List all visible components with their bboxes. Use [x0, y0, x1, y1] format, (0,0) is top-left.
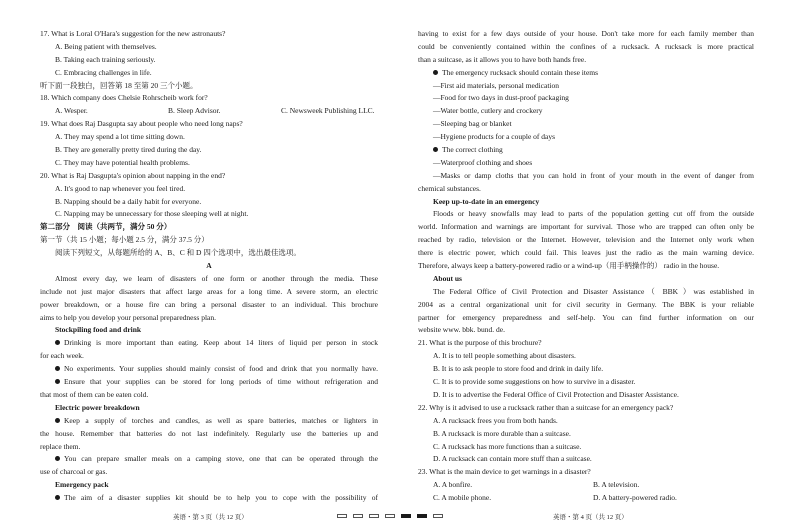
text-line [418, 105, 754, 118]
line-text: Almost every day, we learn of disasters of one form or another through the media. These [55, 273, 378, 283]
line-text: B. It is to ask people to store food and drink in daily life. [433, 364, 604, 374]
line-text: A. It is to tell people something about disasters. [433, 351, 576, 361]
line-text: —Water bottle, cutlery and crockery [433, 106, 543, 116]
text-line [40, 208, 378, 221]
line-text: —Hygiene products for a couple of days [433, 132, 556, 142]
line-text: 19. What does Raj Dasgupta say about people who need long naps? [40, 119, 243, 129]
bullet-icon [55, 379, 60, 384]
text-line [40, 131, 378, 144]
line-text: having to exist for a few days outside of your house. Don't take more for each family member than [418, 29, 754, 38]
answer-option: C. A mobile phone. [433, 493, 492, 503]
line-text: B. Napping should be a daily habit for everyone. [55, 196, 202, 206]
line-text: A. Being patient with themselves. [55, 41, 157, 51]
text-line [40, 415, 378, 428]
text-line [418, 41, 754, 54]
page-footer-left: 英语・第 3 页（共 12 页） [173, 514, 248, 521]
line-text: A [206, 261, 212, 271]
text-line [40, 54, 378, 67]
text-line [418, 234, 754, 247]
option-row [418, 479, 754, 492]
line-text: include not just major disasters that affect large areas for a long time. A severe storm, an electric [40, 286, 378, 296]
line-text: B. They are generally pretty tired during the day. [55, 145, 202, 155]
option-row [418, 492, 754, 505]
text-line [418, 144, 754, 157]
text-line [418, 376, 754, 389]
answer-option: A. A bonfire. [433, 480, 473, 490]
registration-mark [385, 514, 395, 518]
section-heading [40, 324, 378, 337]
text-line [418, 221, 754, 234]
answer-option: D. A battery-powered radio. [593, 493, 677, 503]
answer-option: C. Newsweek Publishing LLC. [281, 106, 375, 116]
text-line [40, 466, 378, 479]
line-text: 23. What is the main device to get warnings in a disaster? [418, 467, 591, 477]
text-line [40, 234, 378, 247]
text-line [40, 28, 378, 41]
answer-option: A. Wesper. [55, 106, 88, 116]
text-line [40, 273, 378, 286]
line-text: No experiments. Your supplies should mainly consist of food and drink that you normally have. [64, 364, 378, 374]
left-column [40, 28, 378, 505]
text-line [40, 312, 378, 325]
text-line [40, 80, 378, 93]
line-text: B. A rucksack is more durable than a suitcase. [433, 428, 571, 438]
registration-mark [353, 514, 363, 518]
line-text: —Sleeping bag or blanket [433, 119, 512, 129]
text-line [418, 453, 754, 466]
line-text: power breakdown, or a house fire can bring a personal disaster to an individual. This brochure [40, 299, 378, 309]
line-text: 20. What is Raj Dasgupta's opinion about napping in the end? [40, 170, 226, 180]
line-text: 第一节（共 15 小题；每小题 2.5 分，满分 37.5 分） [40, 235, 209, 245]
bullet-icon [55, 418, 60, 423]
text-line [418, 402, 754, 415]
option-row [40, 105, 378, 118]
text-line [40, 492, 378, 505]
line-text: B. Taking each training seriously. [55, 54, 156, 64]
line-text: than a suitcase, as it allows you to have both hands free. [418, 54, 587, 64]
text-line [418, 428, 754, 441]
line-text: —First aid materials, personal medication [433, 80, 560, 90]
text-line [418, 260, 754, 273]
text-line [40, 67, 378, 80]
line-text: replace them. [40, 441, 81, 451]
text-line [40, 170, 378, 183]
text-line [418, 80, 754, 93]
line-text: The emergency rucksack should contain these items [442, 67, 599, 77]
text-line [40, 157, 378, 170]
text-line [418, 208, 754, 221]
registration-mark [337, 514, 347, 518]
line-text: C. They may have potential health problems. [55, 157, 190, 167]
text-line [418, 441, 754, 454]
line-text: C. Embracing challenges in life. [55, 67, 152, 77]
line-text: Floods or heavy snowfalls may lead to parts of the population getting cut off from the outside [433, 209, 754, 219]
text-line [40, 247, 378, 260]
text-line [418, 131, 754, 144]
line-text: could be conveniently contained within the confines of a rucksack. A rucksack is more practical [418, 41, 754, 51]
line-text: website www. bbk. bund. de. [418, 325, 506, 335]
line-text: 2004 as a central organizational unit for civil security in Germany. The BBK is your reliable [418, 299, 754, 309]
page-footer-right: 英语・第 4 页（共 12 页） [553, 514, 628, 521]
text-line [40, 389, 378, 402]
answer-option: B. Sleep Advisor. [168, 106, 221, 116]
text-line [40, 428, 378, 441]
text-line [418, 286, 754, 299]
line-text: reached by radio, television or the Internet. However, television and the Internet only work when [418, 235, 754, 245]
text-line [40, 41, 378, 54]
text-line [418, 118, 754, 131]
text-line [418, 337, 754, 350]
text-line [418, 312, 754, 325]
line-text: aims to help you develop your personal preparedness plan. [40, 312, 216, 322]
line-text: 17. What is Loral O'Hara's suggestion for the new astronauts? [40, 29, 226, 38]
text-line [418, 324, 754, 337]
line-text: the house. Remember that batteries do not last indefinitely. Regularly use the batteries up and [40, 428, 378, 438]
line-text: 21. What is the purpose of this brochure? [418, 338, 542, 348]
line-text: for each week. [40, 351, 84, 361]
bullet-icon [433, 147, 438, 152]
line-text: C. A rucksack has more functions than a suitcase. [433, 441, 582, 451]
text-line [418, 170, 754, 183]
line-text: —Waterproof clothing and shoes [433, 157, 533, 167]
text-line [40, 441, 378, 454]
text-line [40, 453, 378, 466]
line-text: chemical substances. [418, 183, 481, 193]
bullet-icon [55, 456, 60, 461]
line-text: A. It's good to nap whenever you feel tired. [55, 183, 186, 193]
right-column [418, 28, 754, 505]
text-line [418, 67, 754, 80]
registration-mark [417, 514, 427, 518]
section-heading [40, 221, 378, 234]
line-text: C. It is to provide some suggestions on how to survive in a disaster. [433, 377, 636, 387]
text-line [40, 92, 378, 105]
text-line [40, 350, 378, 363]
line-text: About us [433, 273, 462, 283]
text-line [418, 54, 754, 67]
line-text: Drinking is more important than eating. Keep about 14 liters of liquid per person in stock [64, 338, 378, 348]
line-text: 阅读下列短文，从每题所给的 A、B、C 和 D 四个选项中，选出最佳选项。 [55, 248, 301, 258]
line-text: Therefore, always keep a battery-powered radio or a wind-up（用手柄操作的） radio in the house. [418, 261, 720, 271]
text-line [418, 157, 754, 170]
text-line [418, 466, 754, 479]
text-line [40, 299, 378, 312]
bullet-icon [55, 366, 60, 371]
text-line [418, 363, 754, 376]
answer-option: B. A television. [593, 480, 640, 490]
section-heading [418, 273, 754, 286]
text-line [418, 350, 754, 363]
line-text: 第二部分 阅读（共两节，满分 50 分） [40, 222, 172, 232]
section-heading [40, 260, 378, 273]
bullet-icon [55, 340, 60, 345]
line-text: use of charcoal or gas. [40, 467, 108, 477]
text-line [418, 28, 754, 41]
text-line [418, 415, 754, 428]
line-text: A. They may spend a lot time sitting down. [55, 132, 185, 142]
line-text: 听下面一段独白，回答第 18 至第 20 三个小题。 [40, 80, 198, 90]
bullet-icon [433, 70, 438, 75]
line-text: Keep a supply of torches and candles, as well as spare batteries, matches or lighters in [64, 415, 378, 425]
line-text: The aim of a disaster supplies kit should be to help you to cope with the possibility of [64, 493, 378, 503]
section-heading [40, 479, 378, 492]
line-text: partner for emergency preparedness and self-help. You can find further information on our [418, 312, 754, 322]
text-line [40, 286, 378, 299]
text-line [40, 363, 378, 376]
line-text: 22. Why is it advised to use a rucksack rather than a suitcase for an emergency pack? [418, 402, 674, 412]
line-text: that most of them can be eaten cold. [40, 389, 149, 399]
line-text: D. A rucksack can contain more stuff than a suitcase. [433, 454, 592, 464]
text-line [418, 247, 754, 260]
text-line [40, 118, 378, 131]
line-text: The Federal Office of Civil Protection and Disaster Assistance（ BBK ）was established in [433, 286, 754, 296]
line-text: Keep up-to-date in an emergency [433, 196, 540, 206]
text-line [418, 299, 754, 312]
line-text: Electric power breakdown [55, 402, 140, 412]
text-line [40, 183, 378, 196]
line-text: The correct clothing [442, 145, 503, 155]
line-text: world. Information and warnings are important for survival. Those who are trapped can often only be [418, 222, 754, 232]
text-line [40, 196, 378, 209]
line-text: 18. Which company does Chelsie Rohrscheib work for? [40, 93, 208, 103]
line-text: A. A rucksack frees you from both hands. [433, 415, 558, 425]
text-line [418, 92, 754, 105]
section-heading [40, 402, 378, 415]
text-line [418, 389, 754, 402]
text-line [40, 144, 378, 157]
line-text: Emergency pack [55, 480, 109, 490]
text-line [418, 183, 754, 196]
line-text: You can prepare smaller meals on a camping stove, one that can be operated through the [64, 454, 378, 464]
line-text: Ensure that your supplies can be stored for long periods of time without refrigeration and [64, 377, 378, 387]
line-text: —Food for two days in dust-proof packaging [433, 93, 569, 103]
registration-mark [369, 514, 379, 518]
line-text: C. Napping may be unnecessary for those sleeping well at night. [55, 209, 249, 219]
line-text: —Masks or damp cloths that you can hold in front of your mouth in the event of danger from [433, 170, 754, 180]
text-line [40, 337, 378, 350]
line-text: there is electric power, which could fail. This leaves just the radio as the main warning device. [418, 248, 754, 258]
line-text: D. It is to advertise the Federal Office of Civil Protection and Disaster Assistance. [433, 389, 679, 399]
registration-mark [401, 514, 411, 518]
line-text: Stockpiling food and drink [55, 325, 142, 335]
registration-mark [433, 514, 443, 518]
bullet-icon [55, 495, 60, 500]
registration-marks [337, 514, 443, 518]
section-heading [418, 196, 754, 209]
text-line [40, 376, 378, 389]
